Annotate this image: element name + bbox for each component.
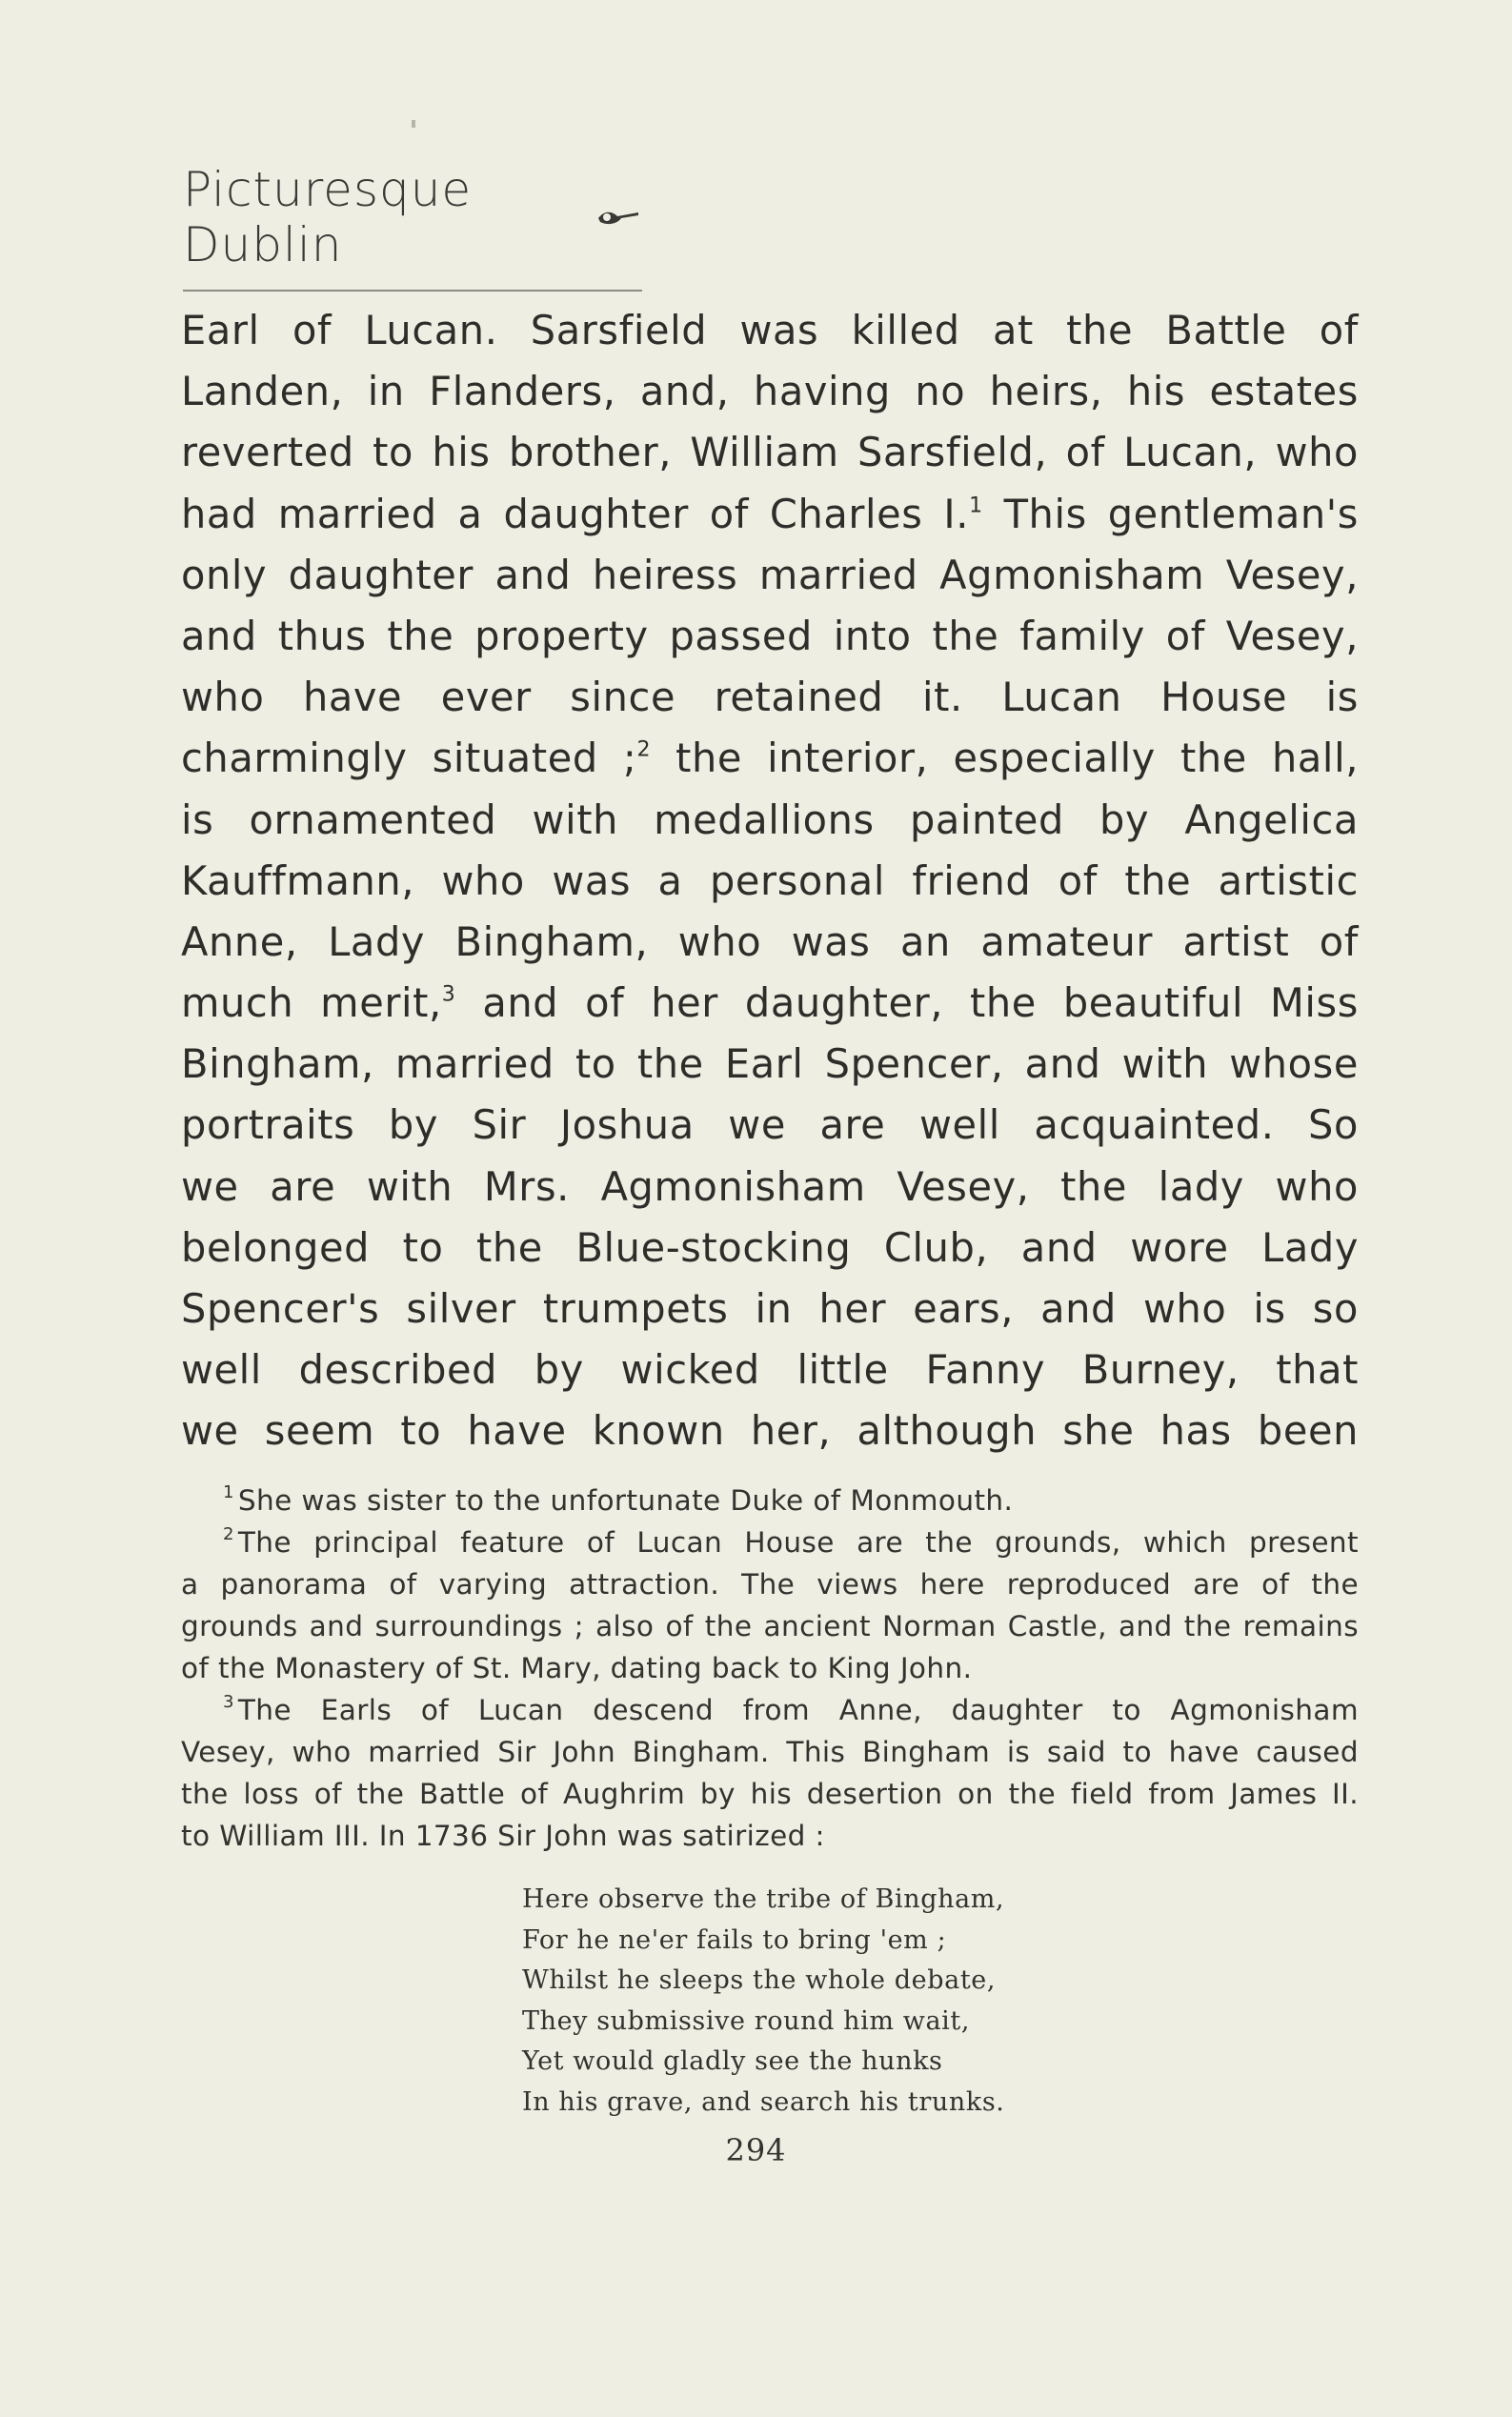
body-line: Anne, Lady Bingham, who was an amateur artist of [181, 917, 1359, 965]
verse-line: Here observe the tribe of Bingham, [522, 1884, 1005, 1914]
body-text [181, 300, 1359, 1462]
body-line: only daughter and heiress married Agmonisham Vesey, [181, 551, 1359, 598]
footnote-reference: 3 [441, 982, 456, 1007]
body-line: is ornamented with medallions painted by Angelica [181, 796, 1359, 843]
body-line-text: had married a daughter of Charles I. [181, 490, 970, 537]
verse-line: Yet would gladly see the hunks [522, 2046, 943, 2076]
body-line: Earl of Lucan. Sarsfield was killed at the Battle of [181, 307, 1359, 353]
footnote-text: The Earls of Lucan descend from Anne, daughter to Agmonisham [237, 1694, 1359, 1726]
footnote-text: of the Monastery of St. Mary, dating back to King John. [181, 1652, 973, 1684]
footnote-line [181, 1731, 1359, 1773]
body-line-text: and of her daughter, the beautiful Miss [455, 979, 1359, 1027]
footnote-line [181, 1605, 1359, 1647]
footnote-text: grounds and surroundings ; also of the ancient Norman Castle, and the remains [181, 1610, 1359, 1642]
footnote-mark: 3 [223, 1692, 234, 1713]
body-line: reverted to his brother, William Sarsfield, of Lucan, who [181, 429, 1359, 476]
footnote-line [181, 1815, 1359, 1857]
verse-line: They submissive round him wait, [522, 2005, 971, 2036]
paper-speck [412, 120, 415, 128]
body-line [181, 728, 1359, 789]
body-line-text: This gentleman's [982, 490, 1360, 537]
body-line: belonged to the Blue-stocking Club, and wore Lady [181, 1223, 1359, 1271]
body-line-text: much merit, [181, 979, 442, 1027]
footnote-text: to William III. In 1736 Sir John was satirized : [181, 1820, 825, 1852]
footnote-text: a panorama of varying attraction. The views here reproduced are of the [181, 1568, 1359, 1601]
footnote-line [181, 1773, 1359, 1815]
body-line: we are with Mrs. Agmonisham Vesey, the lady who [181, 1162, 1359, 1210]
footnote-text: Vesey, who married Sir John Bingham. This Bingham is said to have caused [181, 1736, 1359, 1768]
body-line: who have ever since retained it. Lucan House is [181, 674, 1359, 721]
body-line: Landen, in Flanders, and, having no heirs, his estates [181, 368, 1359, 415]
body-line: Kauffmann, who was a personal friend of the artistic [181, 856, 1359, 904]
footnote-reference: 2 [636, 737, 652, 762]
body-line [181, 484, 1359, 545]
running-header [183, 162, 642, 292]
body-line: we seem to have known her, although she has been [181, 1407, 1359, 1455]
verse-line: For he ne'er fails to bring 'em ; [522, 1924, 947, 1955]
footnote-text: the loss of the Battle of Aughrim by his desertion on the field from James II. [181, 1778, 1359, 1810]
body-line: Spencer's silver trumpets in her ears, and who is so [181, 1285, 1359, 1332]
hand-fleuron-icon [595, 205, 642, 230]
verse-line: In his grave, and search his trunks. [522, 2086, 1005, 2117]
verse-line: Whilst he sleeps the whole debate, [522, 1965, 997, 1995]
body-line: portraits by Sir Joshua we are well acquainted. So [181, 1101, 1359, 1149]
body-line: well described by wicked little Fanny Burney, that [181, 1346, 1359, 1394]
footnote-line [181, 1521, 1359, 1563]
footnote-line [181, 1563, 1359, 1605]
footnote-line [181, 1480, 1359, 1521]
body-line-text: charmingly situated ; [181, 735, 637, 782]
footnote-text: The principal feature of Lucan House are the grounds, which present [237, 1526, 1359, 1559]
footnote-mark: 2 [223, 1524, 234, 1545]
satirical-verse [522, 1880, 1056, 2123]
footnote-line [181, 1689, 1359, 1731]
footnote-text: She was sister to the unfortunate Duke of Monmouth. [237, 1484, 1014, 1517]
body-line [181, 973, 1359, 1034]
body-line-text: the interior, especially the hall, [651, 735, 1359, 782]
footnotes [181, 1480, 1359, 1857]
footnote-line [181, 1647, 1359, 1689]
footnote-mark: 1 [223, 1482, 234, 1503]
page-number: 294 [725, 2132, 787, 2168]
running-title: Picturesque Dublin [183, 162, 473, 272]
footnote-reference: 1 [969, 493, 983, 518]
body-line: and thus the property passed into the family of Vesey, [181, 612, 1359, 659]
body-line: Bingham, married to the Earl Spencer, and with whose [181, 1040, 1359, 1088]
